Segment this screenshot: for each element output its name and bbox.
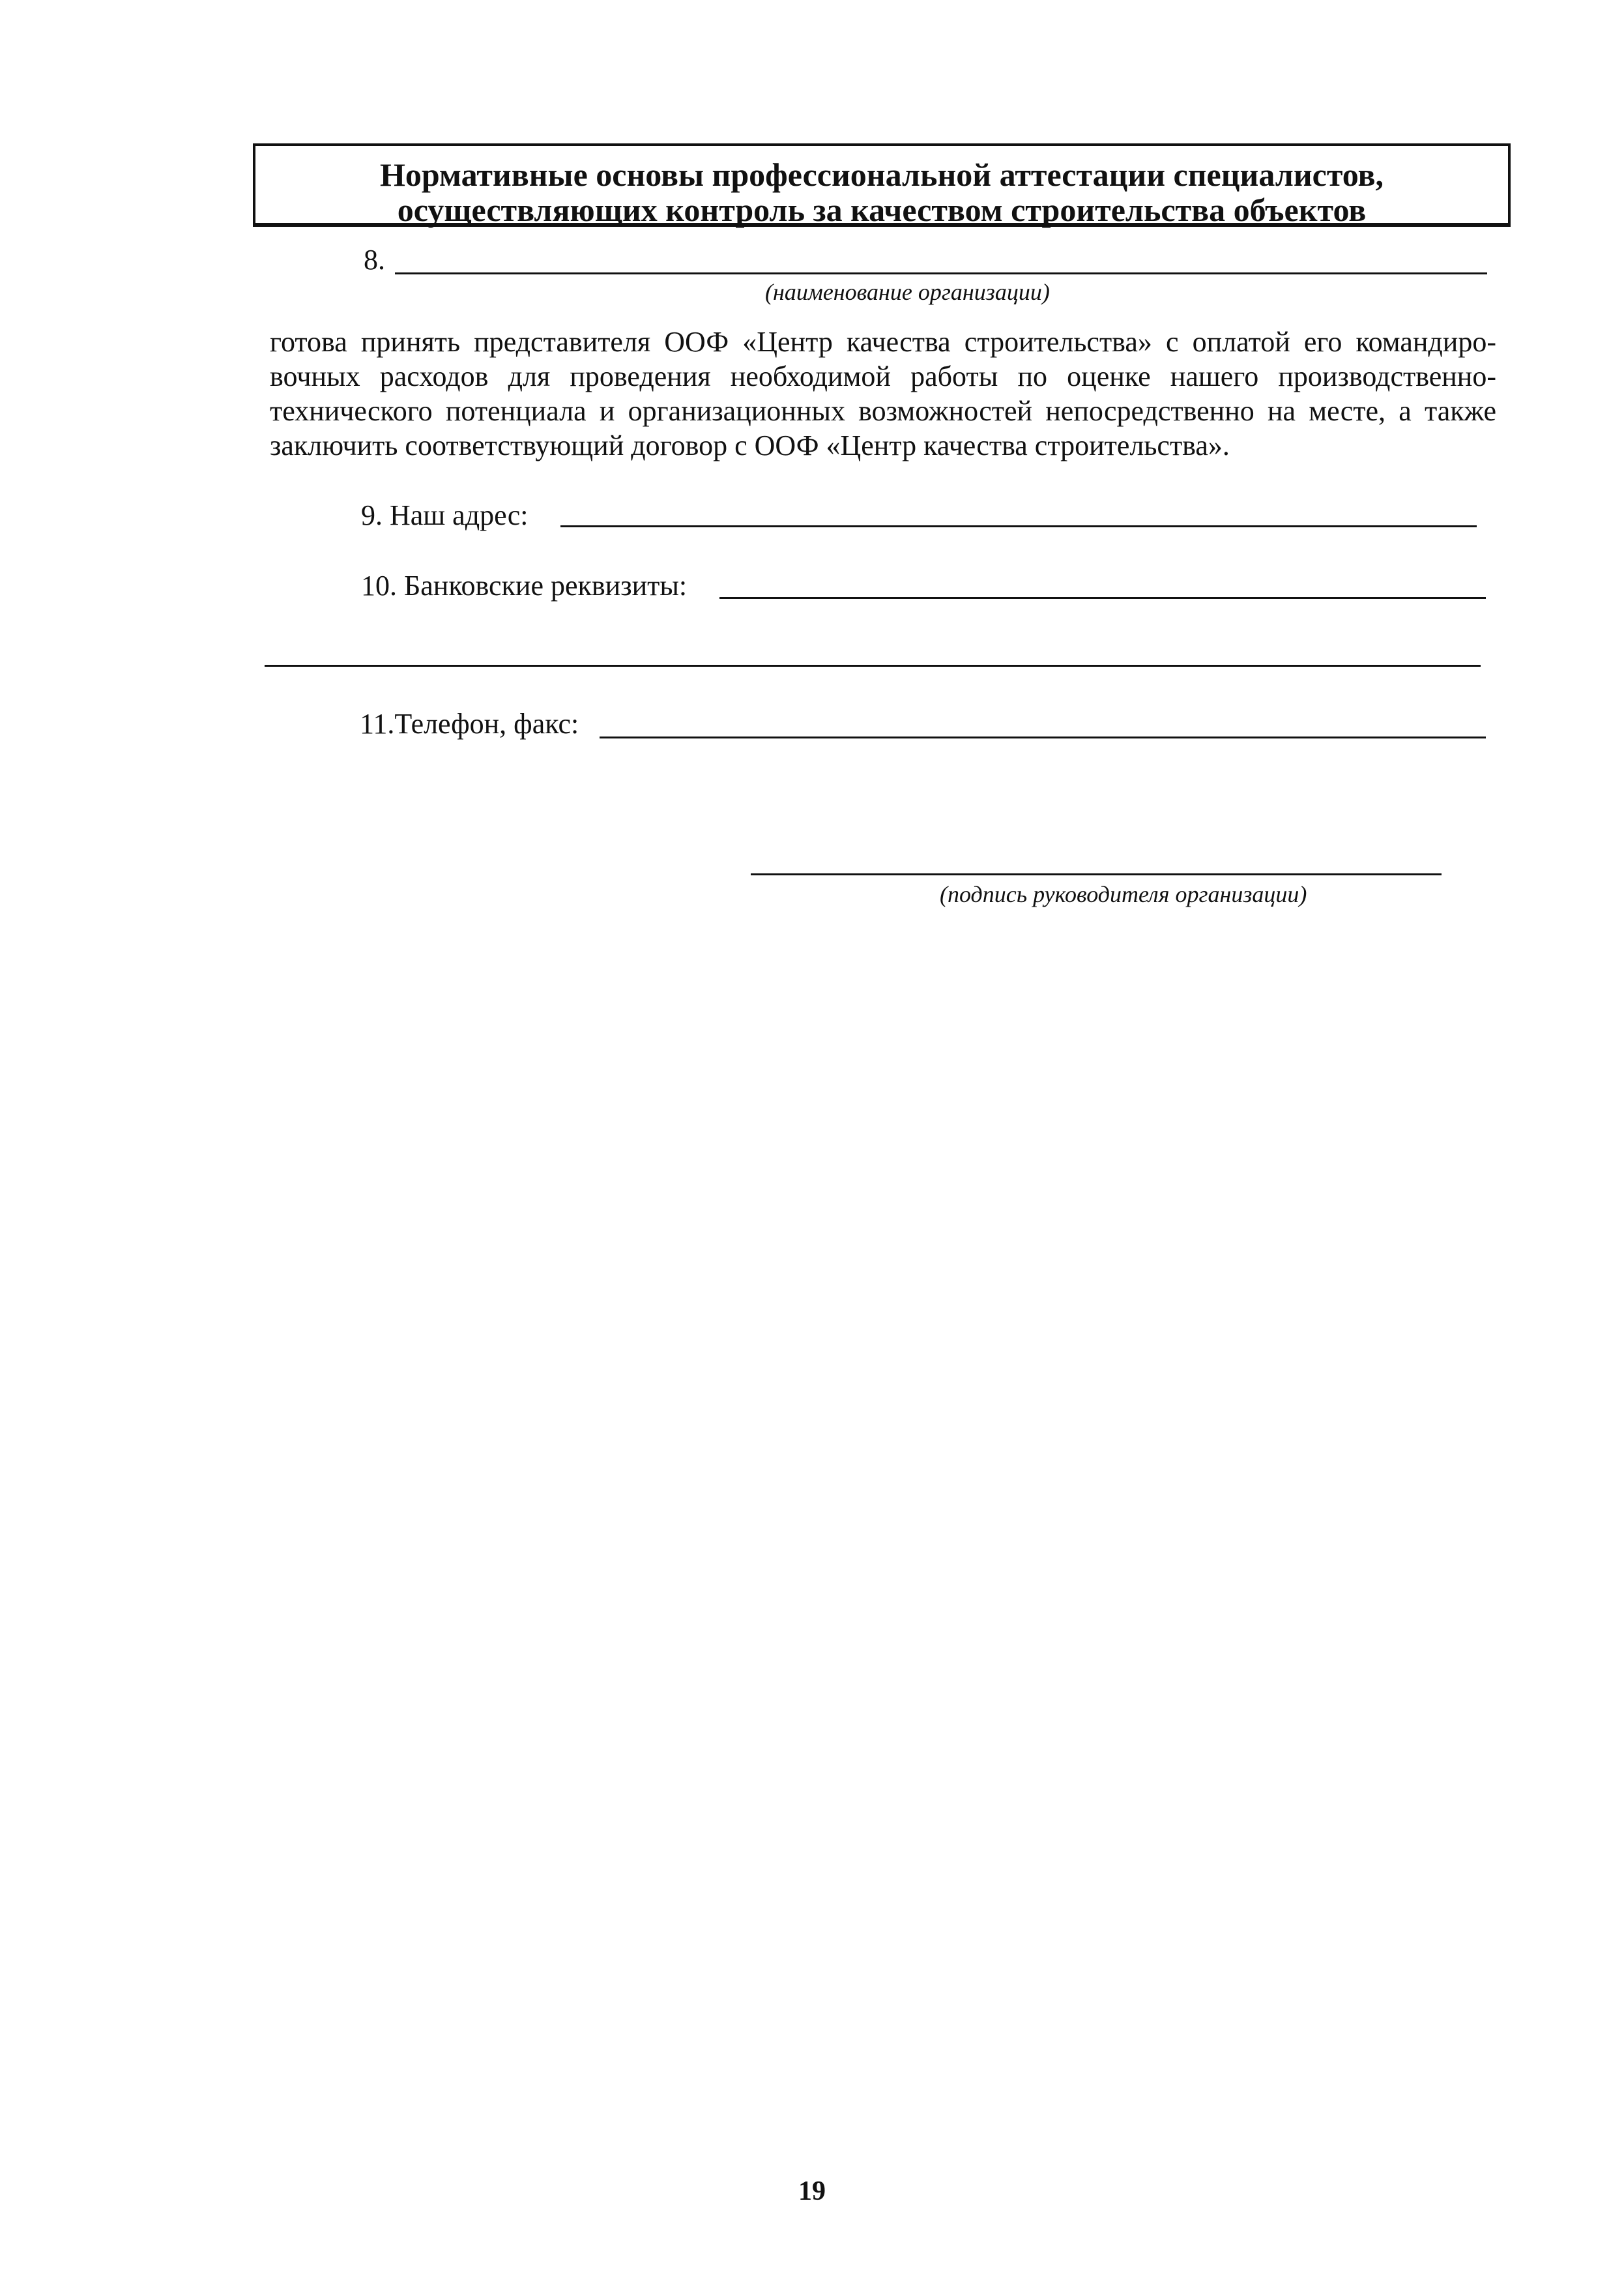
header-title-line-1: Нормативные основы профессиональной аттестации специалистов, [379,156,1384,193]
item-11-phone-fax-label: 11.Телефон, факс: [360,708,579,740]
paragraph-line-4: заключить соответствующий договор с ООФ «Центр качества строительства». [270,430,1230,461]
signature-caption: (подпись руководителя организации) [940,881,1307,907]
item-10-bank-details-second-line[interactable] [265,665,1481,667]
signature-line[interactable] [751,873,1442,875]
header-title-line-2: осуществляющих контроль за качеством строительства объектов [397,192,1367,228]
item-9-address-line[interactable] [560,525,1477,527]
item-8-number: 8. [364,244,385,276]
item-8-organization-name-line[interactable] [395,272,1487,274]
item-9-address-label: 9. Наш адрес: [361,499,529,531]
item-11-phone-fax-line[interactable] [600,737,1486,738]
paragraph-line-3: технического потенциала и организационных возможностей непосредственно на месте, а также [270,395,1496,427]
paragraph-line-2: вочных расходов для проведения необходимой работы по оценке нашего производственно- [270,360,1496,392]
document-header-box [253,143,1511,227]
paragraph-line-1: готова принять представителя ООФ «Центр качества строительства» с оплатой его командиро- [270,326,1496,358]
page-number: 19 [798,2176,826,2206]
item-10-bank-details-line[interactable] [719,597,1486,599]
item-10-bank-details-label: 10. Банковские реквизиты: [361,570,688,602]
item-8-caption: (наименование организации) [765,279,1050,305]
